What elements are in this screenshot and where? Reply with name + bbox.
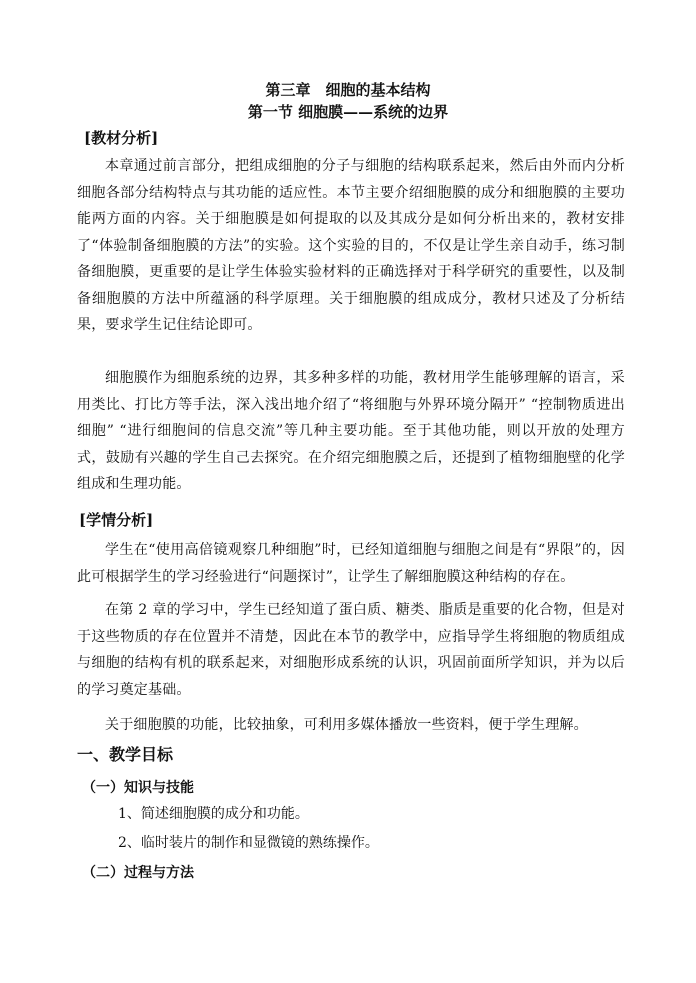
teaching-objectives-heading: 一、教学目标 xyxy=(77,745,174,764)
chapter-title: 第三章 细胞的基本结构 xyxy=(265,81,431,99)
textbook-analysis-heading: [教材分析] xyxy=(84,129,159,147)
student-analysis-paragraph-1: 学生在“使用高倍镜观察几种细胞”时，已经知道细胞与细胞之间是有“界限”的，因此可根据学生的学习经验进行“问题探讨”，让学生了解细胞膜这种结构的存在。 xyxy=(77,542,625,585)
textbook-analysis-paragraph-1: 本章通过前言部分，把组成细胞的分子与细胞的结构联系起来，然后由外而内分析细胞各部分结构特点与其功能的适应性。本节主要介绍细胞膜的成分和细胞膜的主要功能两方面的内容。关于细胞膜是如何提取的以及其成分是如何分析出来的，教材安排了“体验制备细胞膜的方法”的实验。这个实验的目的，不仅是让学生亲自动手，练习制备细胞膜，更重要的是让学生体验实验材料的正确选择对于科学研究的重要性，以及制备细胞膜的方法中所蕴涵的科学原理。关于细胞膜的组成成分，教材只述及了分析结果，要求学生记住结论即可。 xyxy=(77,158,625,333)
process-methods-heading: （二）过程与方法 xyxy=(82,865,194,881)
objective-item-1: 1、简述细胞膜的成分和功能。 xyxy=(118,806,309,822)
student-analysis-paragraph-2: 在第 2 章的学习中，学生已经知道了蛋白质、糖类、脂质是重要的化合物，但是对于这些物质的存在位置并不清楚，因此在本节的教学中，应指导学生将细胞的物质组成与细胞的结构有机的联系起来，对细胞形成系统的认识，巩固前面所学知识，并为以后的学习奠定基础。 xyxy=(77,602,625,698)
knowledge-skills-heading: （一）知识与技能 xyxy=(82,780,194,796)
objective-item-2: 2、临时装片的制作和显微镜的熟练操作。 xyxy=(118,835,379,851)
textbook-analysis-paragraph-2: 细胞膜作为细胞系统的边界，其多种多样的功能，教材用学生能够理解的语言，采用类比、打比方等手法，深入浅出地介绍了“将细胞与外界环境分隔开” “控制物质进出细胞” “进行细胞间的信息交流”等几种主要功能。至于其他功能，则以开放的处理方式，鼓励有兴趣的学生自己去探究。在介绍完细胞膜之后，还提到了植物细胞壁的化学组成和生理功能。 xyxy=(77,370,625,492)
student-analysis-heading: [学情分析] xyxy=(79,511,154,529)
student-analysis-paragraph-3: 关于细胞膜的功能，比较抽象，可利用多媒体播放一些资料，便于学生理解。 xyxy=(105,717,588,733)
section-title: 第一节 细胞膜——系统的边界 xyxy=(247,103,449,121)
